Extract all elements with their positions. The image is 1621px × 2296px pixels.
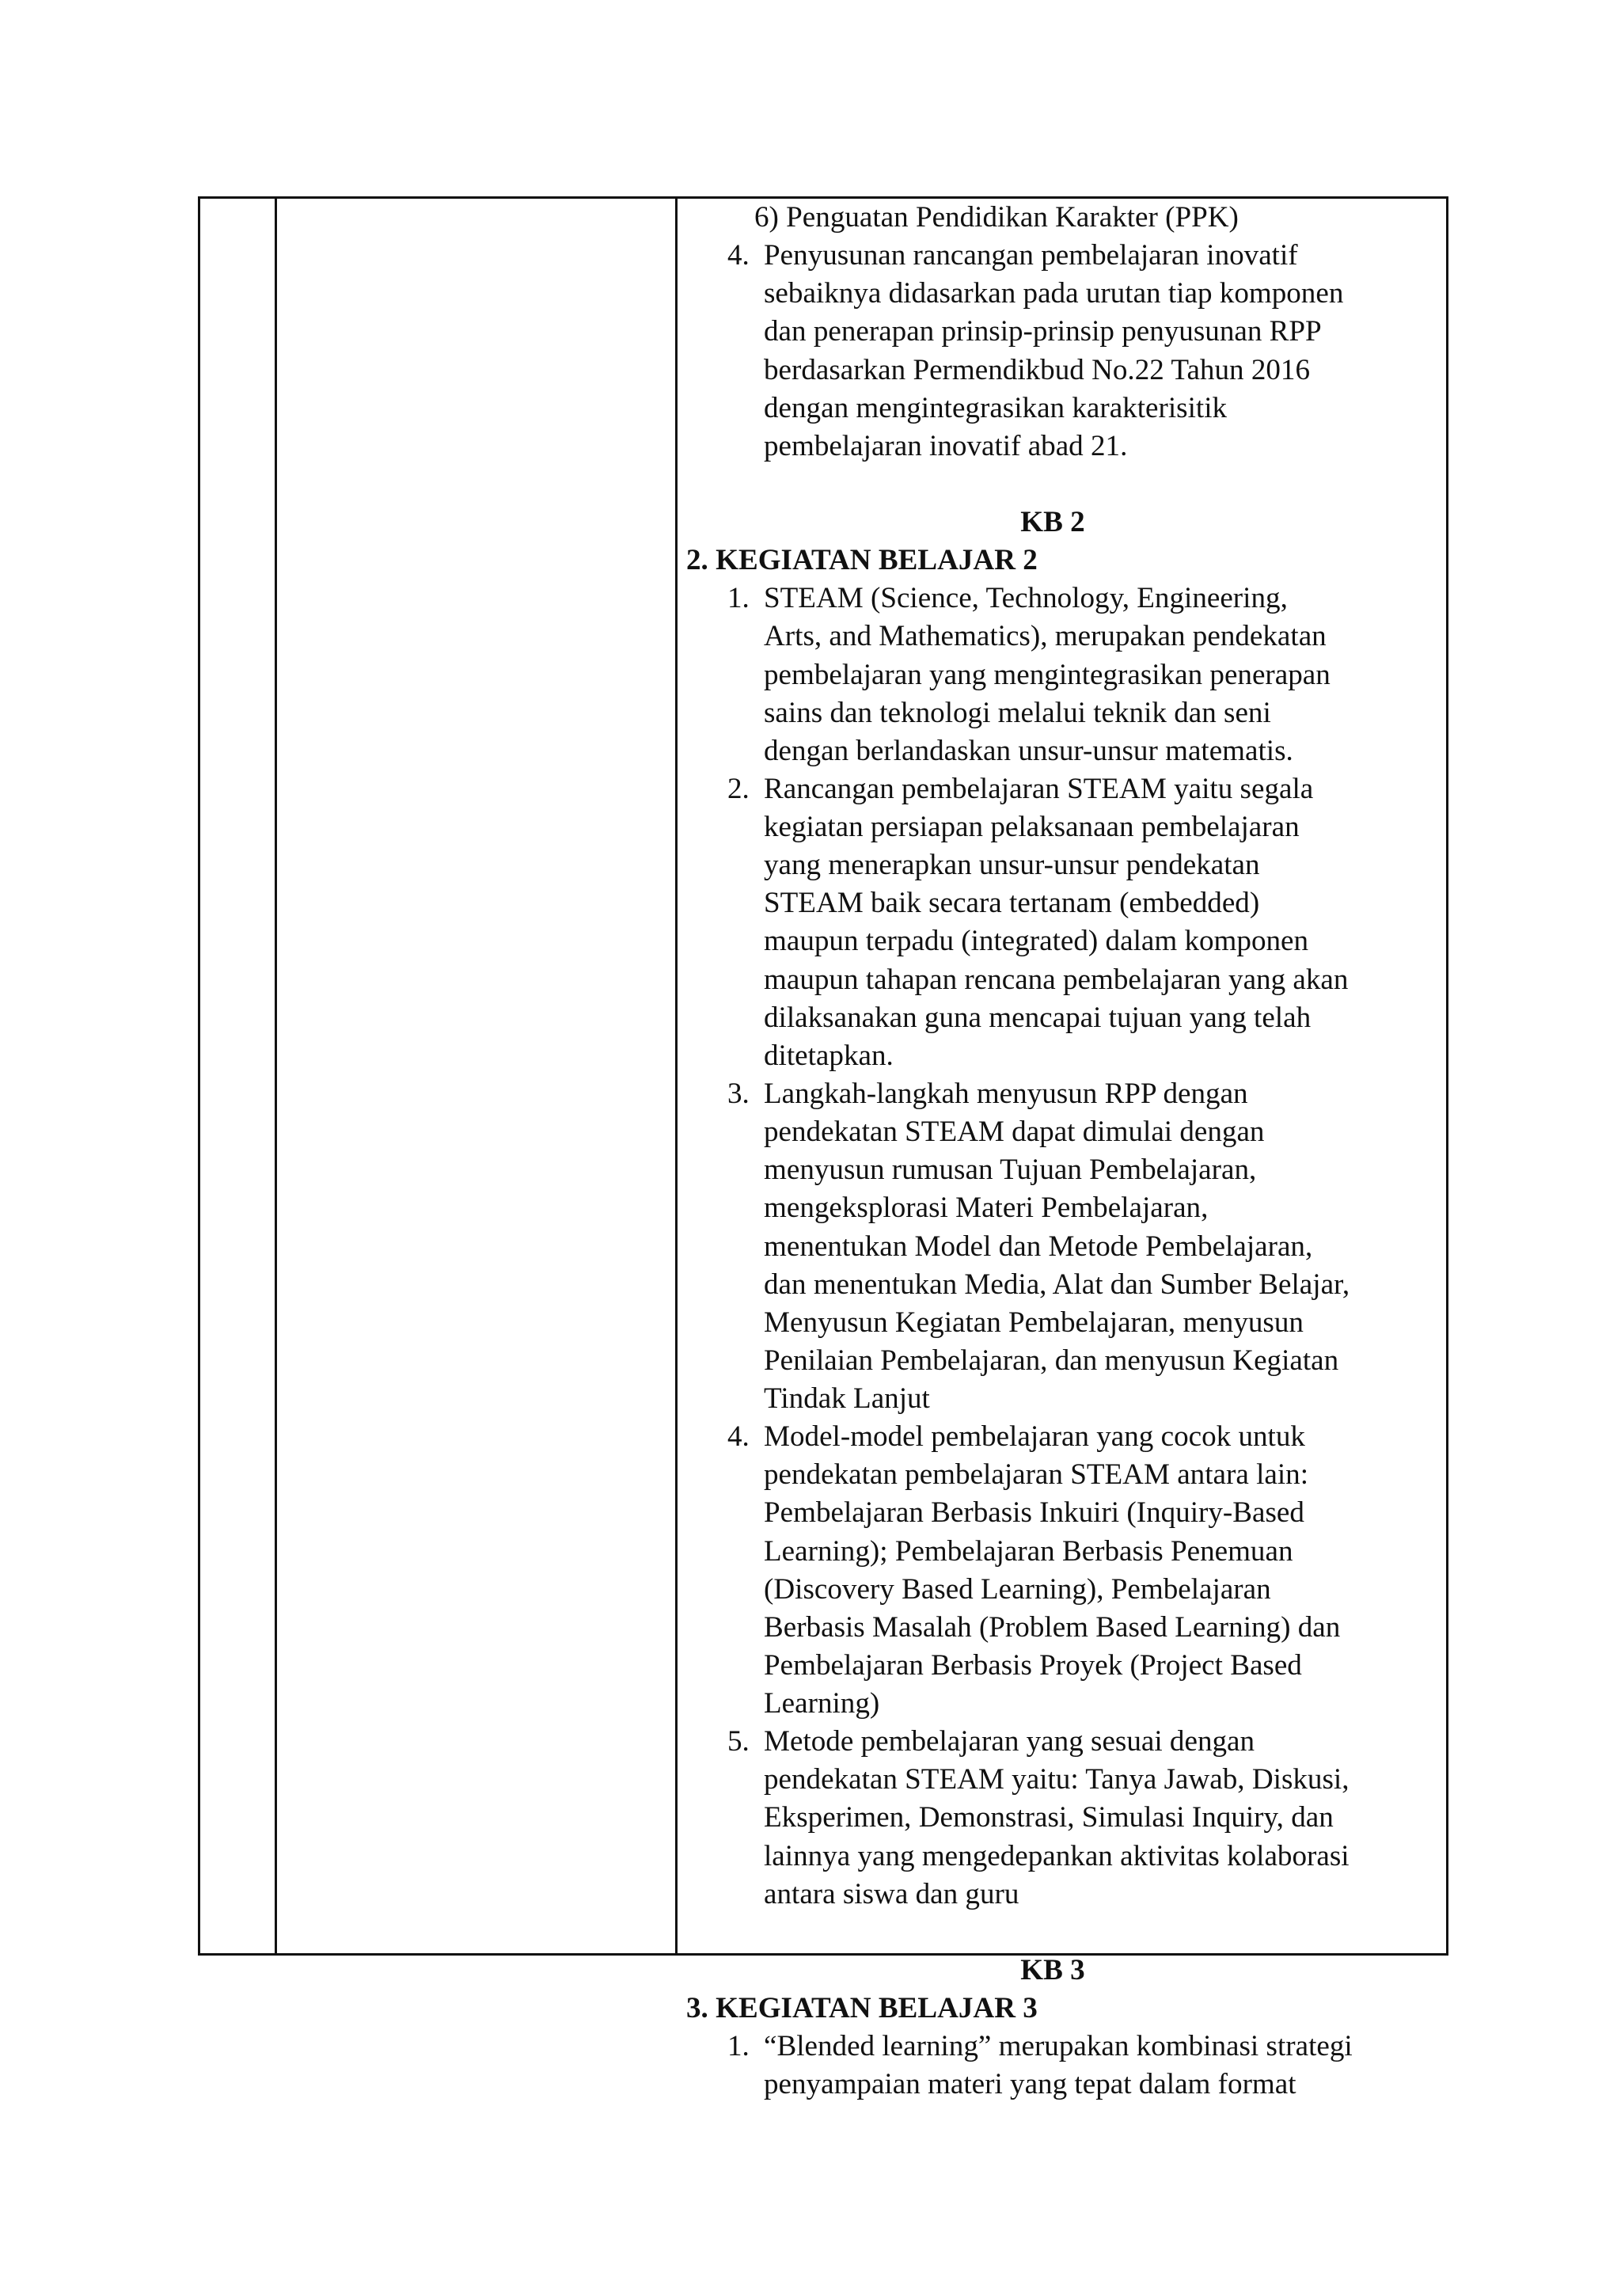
list-number: 2.: [727, 772, 750, 805]
list-number: 1.: [727, 2030, 750, 2063]
list-line: Menyusun Kegiatan Pembelajaran, menyusun: [764, 1306, 1304, 1339]
list-line: Penyusunan rancangan pembelajaran inovatif: [764, 239, 1298, 272]
list-line: antara siswa dan guru: [764, 1877, 1019, 1910]
list-line: pembelajaran yang mengintegrasikan penerapan: [764, 658, 1331, 691]
list-line: STEAM (Science, Technology, Engineering,: [764, 582, 1288, 615]
list-line: maupun terpadu (integrated) dalam komponen: [764, 925, 1309, 958]
list-line: kegiatan persiapan pelaksanaan pembelajaran: [764, 811, 1300, 844]
list-number: 4.: [727, 1420, 750, 1454]
list-line: pendekatan STEAM dapat dimulai dengan: [764, 1116, 1265, 1149]
list-line: penyampaian materi yang tepat dalam format: [764, 2068, 1296, 2101]
list-line: pembelajaran inovatif abad 21.: [764, 429, 1128, 462]
list-line: yang menerapkan unsur-unsur pendekatan: [764, 849, 1260, 882]
list-line: Pembelajaran Berbasis Proyek (Project Based: [764, 1648, 1302, 1682]
list-line: mengeksplorasi Materi Pembelajaran,: [764, 1192, 1209, 1225]
list-line: Eksperimen, Demonstrasi, Simulasi Inquiry, dan: [764, 1801, 1334, 1834]
list-line: Rancangan pembelajaran STEAM yaitu segala: [764, 772, 1314, 805]
list-line: Learning): [764, 1687, 880, 1720]
list-line: Learning); Pembelajaran Berbasis Penemuan: [764, 1534, 1293, 1568]
list-line: Berbasis Masalah (Problem Based Learning) dan: [764, 1610, 1341, 1644]
list-line: dengan berlandaskan unsur-unsur matematis.: [764, 734, 1293, 767]
list-line: pendekatan STEAM yaitu: Tanya Jawab, Diskusi,: [764, 1763, 1350, 1796]
list-line: lainnya yang mengedepankan aktivitas kolaborasi: [764, 1839, 1350, 1872]
list-line: Penilaian Pembelajaran, dan menyusun Kegiatan: [764, 1344, 1339, 1377]
column-divider: [275, 199, 277, 1953]
list-line: “Blended learning” merupakan kombinasi strategi: [764, 2030, 1353, 2063]
table-content-cell: [677, 199, 1429, 2101]
list-line: (Discovery Based Learning), Pembelajaran: [764, 1572, 1271, 1606]
list-line: Tindak Lanjut: [764, 1382, 930, 1416]
list-line: menyusun rumusan Tujuan Pembelajaran,: [764, 1154, 1257, 1187]
list-line: STEAM baik secara tertanam (embedded): [764, 887, 1260, 920]
list-line: sebaiknya didasarkan pada urutan tiap komponen: [764, 277, 1344, 310]
list-line: pendekatan pembelajaran STEAM antara lain:: [764, 1458, 1309, 1492]
list-line: maupun tahapan rencana pembelajaran yang akan: [764, 963, 1349, 996]
section-heading: 2. KEGIATAN BELAJAR 2: [686, 544, 1038, 577]
list-line: Langkah-langkah menyusun RPP dengan: [764, 1078, 1248, 1110]
list-number: 3.: [727, 1078, 750, 1110]
list-number: 4.: [727, 239, 750, 272]
list-line: menentukan Model dan Metode Pembelajaran,: [764, 1230, 1313, 1263]
section-heading: 3. KEGIATAN BELAJAR 3: [686, 1992, 1038, 2025]
list-line: berdasarkan Permendikbud No.22 Tahun 2016: [764, 353, 1311, 386]
list-line: ditetapkan.: [764, 1039, 894, 1072]
document-table: [198, 196, 1448, 2101]
list-line: dan penerapan prinsip-prinsip penyusunan RPP: [764, 315, 1322, 348]
section-tag: KB 3: [1020, 1954, 1085, 1986]
list-number: 1.: [727, 582, 750, 615]
list-line: Arts, and Mathematics), merupakan pendekatan: [764, 620, 1327, 653]
list-number: 5.: [727, 1725, 750, 1758]
sub-item-text: 6) Penguatan Pendidikan Karakter (PPK): [754, 201, 1239, 234]
list-line: Model-model pembelajaran yang cocok untuk: [764, 1420, 1305, 1454]
section-tag: KB 2: [1020, 506, 1085, 539]
list-line: Metode pembelajaran yang sesuai dengan: [764, 1725, 1255, 1758]
list-line: Pembelajaran Berbasis Inkuiri (Inquiry-Based: [764, 1496, 1304, 1530]
list-line: sains dan teknologi melalui teknik dan seni: [764, 696, 1271, 729]
list-line: dilaksanakan guna mencapai tujuan yang telah: [764, 1001, 1312, 1034]
list-line: dan menentukan Media, Alat dan Sumber Belajar,: [764, 1268, 1350, 1301]
list-line: dengan mengintegrasikan karakterisitik: [764, 391, 1228, 424]
